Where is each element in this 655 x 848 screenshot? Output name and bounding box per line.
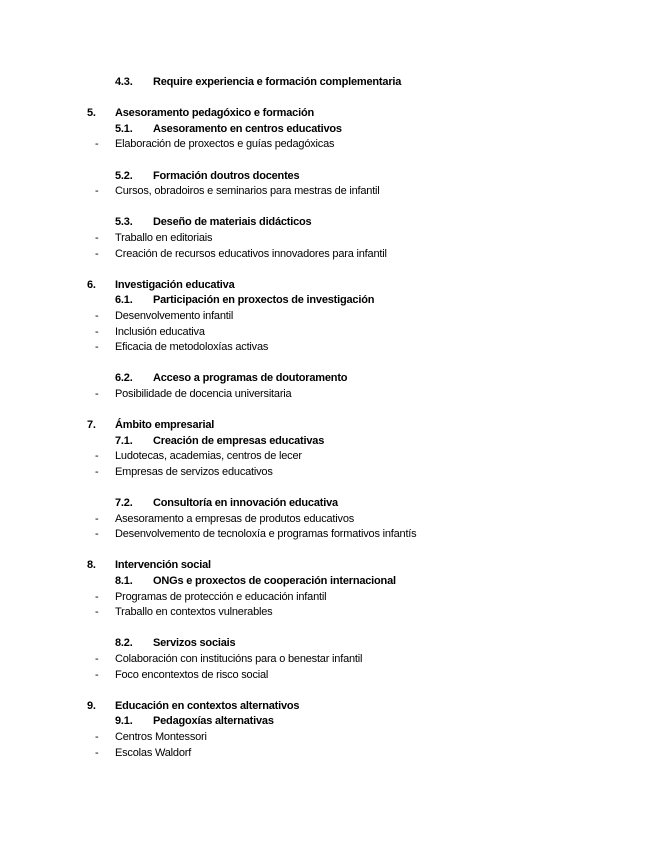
subsection-title: Participación en proxectos de investigación bbox=[153, 294, 375, 307]
subsection-heading-9-1 bbox=[0, 714, 655, 730]
section-heading-6 bbox=[0, 278, 655, 294]
list-item-text: Escolas Waldorf bbox=[115, 746, 192, 759]
list-item bbox=[0, 730, 655, 746]
bullet-dash: - bbox=[95, 528, 99, 541]
list-item bbox=[0, 512, 655, 528]
subsection-title: Servizos sociais bbox=[153, 637, 236, 650]
list-item-text: Ludotecas, academias, centros de lecer bbox=[115, 450, 302, 463]
section-number: 6. bbox=[87, 278, 96, 291]
list-item bbox=[0, 387, 655, 403]
subsection-title: Require experiencia e formación complementaria bbox=[153, 76, 402, 88]
bullet-dash: - bbox=[95, 512, 99, 525]
subsection-number: 5.2. bbox=[115, 169, 133, 182]
bullet-dash: - bbox=[95, 590, 99, 603]
list-item-text: Creación de recursos educativos innovadores para infantil bbox=[115, 247, 387, 260]
list-item bbox=[0, 652, 655, 668]
bullet-dash: - bbox=[95, 387, 99, 400]
section-heading-9 bbox=[0, 699, 655, 715]
list-item-text: Empresas de servizos educativos bbox=[115, 465, 273, 478]
section-title: Investigación educativa bbox=[115, 278, 235, 291]
section-heading-5 bbox=[0, 106, 655, 122]
bullet-dash: - bbox=[95, 341, 99, 354]
subsection-number: 8.2. bbox=[115, 637, 133, 650]
bullet-dash: - bbox=[95, 652, 99, 665]
subsection-heading-5-3 bbox=[0, 215, 655, 231]
list-item-text: Traballo en editoriais bbox=[115, 231, 213, 244]
bullet-dash: - bbox=[95, 138, 99, 151]
list-item bbox=[0, 247, 655, 263]
section-number: 9. bbox=[87, 699, 96, 712]
list-item-text: Posibilidade de docencia universitaria bbox=[115, 387, 292, 400]
subsection-number: 9.1. bbox=[115, 715, 133, 728]
subsection-heading-6-2 bbox=[0, 371, 655, 387]
bullet-dash: - bbox=[95, 325, 99, 338]
bullet-dash: - bbox=[95, 668, 99, 681]
list-item bbox=[0, 590, 655, 606]
document-page bbox=[0, 75, 655, 761]
bullet-dash: - bbox=[95, 185, 99, 198]
subsection-title: Creación de empresas educativas bbox=[153, 434, 325, 447]
section-number: 5. bbox=[87, 107, 96, 120]
bullet-dash: - bbox=[95, 247, 99, 260]
subsection-number: 5.1. bbox=[115, 122, 133, 135]
list-item bbox=[0, 449, 655, 465]
subsection-title: Acceso a programas de doutoramento bbox=[153, 372, 348, 385]
subsection-title: Deseño de materiais didácticos bbox=[153, 216, 312, 229]
section-heading-8 bbox=[0, 558, 655, 574]
subsection-title: Asesoramento en centros educativos bbox=[153, 122, 342, 135]
bullet-dash: - bbox=[95, 309, 99, 322]
subsection-number: 8.1. bbox=[115, 575, 133, 587]
list-item-text: Colaboración con institucións para o benestar infantil bbox=[115, 652, 363, 665]
section-title: Intervención social bbox=[115, 559, 211, 572]
subsection-number: 7.1. bbox=[115, 434, 133, 447]
subsection-title: Pedagoxías alternativas bbox=[153, 715, 274, 728]
subsection-heading-7-1 bbox=[0, 434, 655, 450]
list-item bbox=[0, 527, 655, 543]
list-item-text: Cursos, obradoiros e seminarios para mestras de infantil bbox=[115, 185, 380, 198]
list-item bbox=[0, 231, 655, 247]
list-item-text: Programas de protección e educación infantil bbox=[115, 590, 327, 603]
subsection-heading-5-1 bbox=[0, 122, 655, 138]
list-item-text: Inclusión educativa bbox=[115, 325, 205, 338]
subsection-title: Consultoría en innovación educativa bbox=[153, 497, 338, 510]
list-item bbox=[0, 465, 655, 481]
subsection-heading-7-2 bbox=[0, 496, 655, 512]
subsection-number: 7.2. bbox=[115, 497, 133, 510]
list-item-text: Desenvolvemento de tecnoloxía e programas formativos infantís bbox=[115, 528, 417, 541]
list-item bbox=[0, 184, 655, 200]
bullet-dash: - bbox=[95, 730, 99, 743]
section-title: Ámbito empresarial bbox=[115, 419, 215, 432]
list-item bbox=[0, 605, 655, 621]
section-title: Asesoramento pedagóxico e formación bbox=[115, 107, 314, 120]
subsection-heading-6-1 bbox=[0, 293, 655, 309]
section-heading-7 bbox=[0, 418, 655, 434]
list-item-text: Elaboración de proxectos e guías pedagóxicas bbox=[115, 138, 335, 151]
list-item bbox=[0, 746, 655, 762]
subsection-heading-8-1 bbox=[0, 574, 655, 590]
subsection-heading-5-2 bbox=[0, 169, 655, 185]
subsection-number: 6.1. bbox=[115, 294, 133, 307]
bullet-dash: - bbox=[95, 450, 99, 463]
subsection-number: 6.2. bbox=[115, 372, 133, 385]
list-item-text: Foco encontextos de risco social bbox=[115, 668, 269, 681]
bullet-dash: - bbox=[95, 746, 99, 759]
subsection-heading-4-3 bbox=[0, 75, 655, 91]
list-item bbox=[0, 325, 655, 341]
list-item-text: Eficacia de metodoloxías activas bbox=[115, 341, 269, 354]
bullet-dash: - bbox=[95, 606, 99, 619]
list-item-text: Traballo en contextos vulnerables bbox=[115, 606, 273, 619]
list-item-text: Asesoramento a empresas de produtos educativos bbox=[115, 512, 355, 525]
list-item bbox=[0, 309, 655, 325]
subsection-number: 5.3. bbox=[115, 216, 133, 229]
section-number: 7. bbox=[87, 419, 96, 432]
list-item bbox=[0, 668, 655, 684]
subsection-title: Formación doutros docentes bbox=[153, 169, 300, 182]
bullet-dash: - bbox=[95, 465, 99, 478]
list-item-text: Desenvolvemento infantil bbox=[115, 309, 234, 322]
section-title: Educación en contextos alternativos bbox=[115, 699, 300, 712]
subsection-heading-8-2 bbox=[0, 636, 655, 652]
list-item-text: Centros Montessori bbox=[115, 730, 207, 743]
bullet-dash: - bbox=[95, 231, 99, 244]
list-item bbox=[0, 137, 655, 153]
subsection-number: 4.3. bbox=[115, 76, 133, 88]
subsection-title: ONGs e proxectos de cooperación internacional bbox=[153, 575, 396, 587]
list-item bbox=[0, 340, 655, 356]
section-number: 8. bbox=[87, 559, 96, 572]
